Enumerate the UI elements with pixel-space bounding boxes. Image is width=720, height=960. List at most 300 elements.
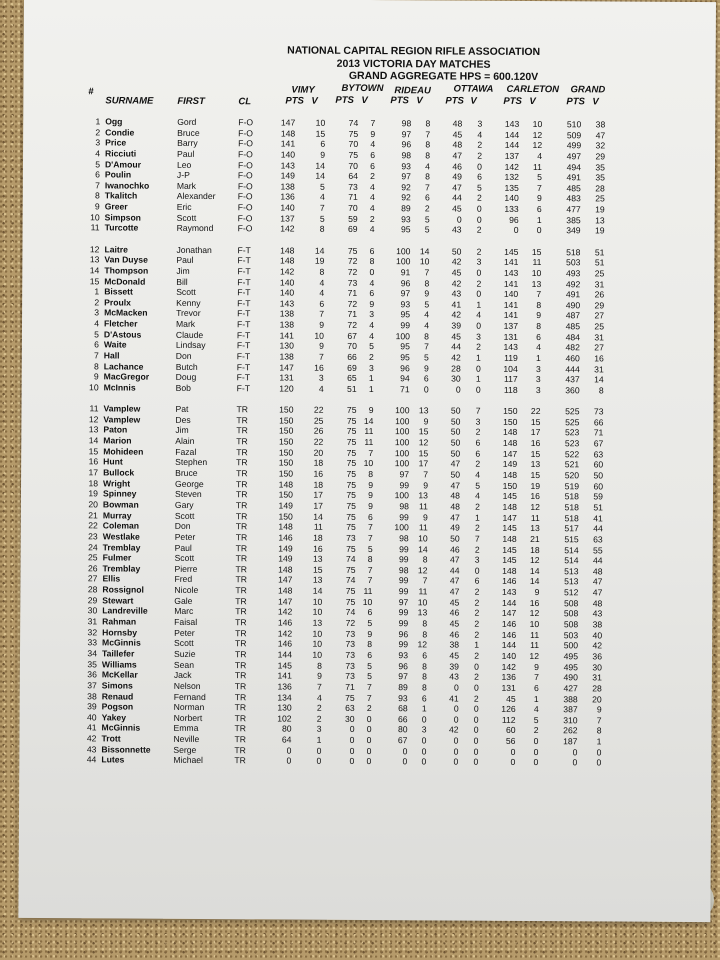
cell-ottawa-v: 4 xyxy=(476,310,482,321)
cell-bytown-pts: 75 xyxy=(347,245,358,256)
cell-rank: 14 xyxy=(88,435,99,446)
cell-bytown-v: 9 xyxy=(369,298,375,309)
cell-carleton-v: 14 xyxy=(529,565,540,576)
cell-rideau-pts: 100 xyxy=(396,245,411,256)
cell-bytown-v: 5 xyxy=(367,618,373,629)
cell-vimy-pts: 138 xyxy=(279,308,295,320)
cell-rideau-v: 5 xyxy=(424,299,430,310)
cell-carleton-pts: 145 xyxy=(502,554,517,566)
cell-class: TR xyxy=(234,659,247,670)
cell-first: Jonathan xyxy=(176,244,212,255)
cell-rideau-pts: 97 xyxy=(401,128,412,139)
cell-grand-v: 35 xyxy=(595,161,606,173)
cell-rank: 15 xyxy=(89,275,100,286)
cell-grand-pts: 514 xyxy=(564,555,579,566)
cell-bytown-pts: 75 xyxy=(346,490,357,501)
cell-carleton-v: 11 xyxy=(530,512,540,523)
cell-grand-pts: 485 xyxy=(565,321,581,332)
cell-class: F-T xyxy=(237,244,251,255)
cell-bytown-v: 7 xyxy=(366,692,372,703)
cell-vimy-v: 22 xyxy=(313,404,324,415)
cell-rideau-pts: 98 xyxy=(401,150,412,161)
cell-vimy-pts: 149 xyxy=(280,170,295,181)
cell-grand-v: 27 xyxy=(594,342,604,353)
cell-vimy-v: 8 xyxy=(319,266,325,277)
cell-carleton-v: 7 xyxy=(536,289,542,300)
cell-class: F-T xyxy=(236,361,251,372)
cell-bytown-v: 0 xyxy=(366,724,372,735)
cell-first: Mark xyxy=(175,318,196,330)
cell-class: F-T xyxy=(236,329,251,341)
cell-surname: D'Amour xyxy=(104,158,141,170)
cell-grand-v: 47 xyxy=(592,576,603,587)
cell-grand-pts: 518 xyxy=(564,502,579,513)
cell-bytown-pts: 63 xyxy=(345,703,355,714)
cell-rideau-v: 5 xyxy=(424,224,430,235)
cell-ottawa-v: 7 xyxy=(474,533,480,544)
cell-carleton-pts: 144 xyxy=(501,640,517,651)
cell-grand-pts: 508 xyxy=(563,597,579,609)
cell-surname: D'Astous xyxy=(103,329,142,340)
cell-ottawa-v: 1 xyxy=(474,639,480,650)
cell-class: F-T xyxy=(236,340,251,351)
cell-class: F-T xyxy=(236,351,251,362)
cell-grand-pts: 482 xyxy=(565,342,580,353)
results-table xyxy=(19,116,715,769)
cell-class: TR xyxy=(235,574,247,585)
first-header: FIRST xyxy=(177,95,205,107)
cell-rideau-pts: 100 xyxy=(394,458,410,469)
cell-carleton-v: 7 xyxy=(537,182,542,193)
cell-vimy-v: 17 xyxy=(313,489,324,501)
cell-class: TR xyxy=(236,436,248,447)
cell-vimy-pts: 102 xyxy=(277,713,292,724)
cell-rideau-v: 12 xyxy=(417,565,428,576)
cell-ottawa-v: 2 xyxy=(474,522,480,533)
cell-grand-v: 8 xyxy=(596,725,602,736)
cell-rank: 7 xyxy=(95,180,100,191)
cell-rideau-v: 4 xyxy=(425,160,431,171)
cell-rideau-pts: 99 xyxy=(398,607,409,618)
cell-grand-v: 48 xyxy=(592,598,603,609)
cell-surname: McInnis xyxy=(103,382,136,393)
cell-carleton-v: 12 xyxy=(532,129,543,140)
cell-vimy-v: 4 xyxy=(318,383,324,394)
cell-carleton-pts: 0 xyxy=(510,757,516,768)
cell-bytown-v: 11 xyxy=(364,437,374,448)
cell-vimy-pts: 142 xyxy=(277,606,293,617)
cell-class: TR xyxy=(236,478,248,489)
cell-rideau-v: 8 xyxy=(422,660,427,671)
cell-bytown-pts: 73 xyxy=(346,532,356,543)
cell-rideau-pts: 96 xyxy=(398,628,409,639)
cell-vimy-v: 10 xyxy=(314,330,324,341)
cell-first: Alain xyxy=(175,435,195,447)
cell-grand-pts: 487 xyxy=(565,310,581,321)
cell-grand-v: 25 xyxy=(595,193,605,204)
cell-class: F-T xyxy=(237,298,251,309)
cell-bytown-v: 4 xyxy=(369,192,375,203)
cell-carleton-v: 15 xyxy=(530,416,541,427)
cell-bytown-pts: 65 xyxy=(347,373,357,384)
cell-rideau-pts: 92 xyxy=(401,182,411,193)
cell-rideau-v: 9 xyxy=(424,288,430,299)
cell-ottawa-v: 3 xyxy=(476,256,482,267)
cell-vimy-v: 9 xyxy=(319,319,325,330)
cell-carleton-v: 13 xyxy=(530,523,540,534)
cell-rideau-pts: 100 xyxy=(394,490,410,501)
cell-vimy-pts: 143 xyxy=(280,160,296,171)
cell-first: Norman xyxy=(173,701,205,713)
cell-first: Doug xyxy=(175,372,197,383)
cell-ottawa-v: 2 xyxy=(475,459,481,470)
cell-bytown-v: 10 xyxy=(362,596,373,607)
cell-ottawa-pts: 43 xyxy=(449,671,459,682)
cell-ottawa-v: 1 xyxy=(476,299,482,310)
cell-grand-v: 48 xyxy=(592,566,603,577)
cell-carleton-v: 6 xyxy=(536,204,542,215)
cell-ottawa-v: 3 xyxy=(477,118,483,129)
cell-rideau-pts: 97 xyxy=(398,596,409,607)
cell-ottawa-v: 0 xyxy=(473,735,479,746)
cell-class: TR xyxy=(235,606,247,617)
cell-bytown-pts: 75 xyxy=(346,543,356,554)
cell-ottawa-pts: 47 xyxy=(450,458,461,469)
cell-ottawa-pts: 0 xyxy=(453,746,459,757)
cell-ottawa-v: 0 xyxy=(473,714,479,725)
cell-vimy-pts: 150 xyxy=(278,436,294,447)
cell-bytown-pts: 71 xyxy=(347,309,358,320)
cell-vimy-v: 13 xyxy=(312,575,323,586)
cell-carleton-v: 15 xyxy=(530,448,541,459)
cell-ottawa-v: 2 xyxy=(476,246,482,257)
cell-ottawa-v: 5 xyxy=(477,182,482,193)
cell-grand-v: 35 xyxy=(595,172,605,183)
cell-class: F-T xyxy=(237,276,251,287)
cell-bytown-pts: 0 xyxy=(349,734,355,745)
cell-surname: Renaud xyxy=(101,690,134,702)
cell-class: TR xyxy=(234,723,247,734)
cell-ottawa-v: 2 xyxy=(477,139,483,150)
cell-carleton-pts: 146 xyxy=(501,618,517,629)
cell-vimy-v: 18 xyxy=(313,458,324,469)
cell-rideau-pts: 80 xyxy=(397,724,408,735)
cell-first: Neville xyxy=(173,733,200,745)
cell-ottawa-v: 7 xyxy=(475,405,481,416)
cell-carleton-v: 12 xyxy=(529,608,540,619)
cell-vimy-v: 1 xyxy=(316,734,322,745)
cell-bytown-pts: 75 xyxy=(346,405,357,416)
cell-ottawa-pts: 45 xyxy=(451,267,462,278)
cell-bytown-v: 9 xyxy=(368,500,373,511)
cell-surname: Bowman xyxy=(102,499,139,510)
cell-grand-v: 55 xyxy=(593,544,603,555)
cell-grand-pts: 310 xyxy=(563,714,578,726)
cell-grand-v: 26 xyxy=(594,289,605,300)
cell-ottawa-v: 2 xyxy=(476,278,482,289)
cell-grand-v: 31 xyxy=(594,332,604,343)
cell-rank: 4 xyxy=(94,318,100,329)
cell-ottawa-pts: 48 xyxy=(450,501,460,512)
cell-ottawa-pts: 50 xyxy=(450,533,460,544)
cell-bytown-pts: 75 xyxy=(348,128,359,139)
cell-class: TR xyxy=(235,617,247,628)
rideau-header: RIDEAU xyxy=(394,85,431,97)
cell-ottawa-pts: 47 xyxy=(450,480,461,491)
cell-ottawa-pts: 45 xyxy=(452,129,463,140)
cell-rank: 14 xyxy=(89,265,100,276)
cell-rank: 36 xyxy=(87,669,97,680)
cell-rideau-v: 11 xyxy=(418,522,428,533)
cell-carleton-v: 11 xyxy=(530,629,540,640)
cell-vimy-pts: 150 xyxy=(278,489,294,500)
cell-bytown-v: 5 xyxy=(369,341,374,352)
cell-vimy-pts: 150 xyxy=(278,447,294,458)
cell-rideau-v: 11 xyxy=(418,586,428,597)
cell-bytown-v: 8 xyxy=(367,554,373,565)
cell-grand-v: 67 xyxy=(593,438,604,449)
cell-rideau-v: 13 xyxy=(418,405,429,416)
cell-bytown-v: 0 xyxy=(366,756,372,767)
cell-ottawa-v: 3 xyxy=(476,331,481,342)
cell-first: Bill xyxy=(176,276,188,287)
cell-carleton-v: 1 xyxy=(536,353,541,364)
cell-class: TR xyxy=(234,691,247,702)
cell-rideau-pts: 99 xyxy=(398,586,409,597)
cell-bytown-v: 14 xyxy=(363,415,374,426)
cell-grand-pts: 495 xyxy=(563,651,579,662)
cell-bytown-v: 2 xyxy=(366,703,372,714)
cell-bytown-v: 5 xyxy=(367,671,372,682)
cell-surname: Thompson xyxy=(104,265,149,276)
cell-grand-pts: 514 xyxy=(564,544,579,555)
vimy-header: VIMY xyxy=(291,84,315,96)
cell-rank: 29 xyxy=(87,595,98,606)
cell-grand-pts: 493 xyxy=(565,268,581,279)
cell-vimy-pts: 138 xyxy=(280,181,295,192)
cell-rideau-pts: 93 xyxy=(401,213,411,225)
cell-vimy-v: 15 xyxy=(315,128,326,139)
cell-grand-pts: 513 xyxy=(564,576,579,587)
cell-surname: McGinnis xyxy=(102,637,141,648)
cell-rank: 32 xyxy=(87,626,98,638)
cell-surname: Simpson xyxy=(104,212,141,223)
cell-rank: 8 xyxy=(93,361,99,372)
rank-header: # xyxy=(88,86,94,98)
cell-vimy-pts: 137 xyxy=(280,213,295,224)
cell-class: TR xyxy=(236,404,248,415)
cell-vimy-v: 0 xyxy=(316,756,322,767)
cell-bytown-v: 2 xyxy=(369,213,375,224)
cell-ottawa-pts: 47 xyxy=(449,586,460,597)
cell-surname: Wright xyxy=(103,478,131,489)
cell-surname: Paton xyxy=(103,424,128,436)
cell-grand-pts: 518 xyxy=(566,246,581,257)
cell-carleton-v: 13 xyxy=(531,278,542,289)
cell-grand-pts: 491 xyxy=(565,289,581,300)
cell-rideau-pts: 94 xyxy=(400,373,410,384)
cell-vimy-v: 19 xyxy=(314,255,325,267)
cell-rideau-v: 15 xyxy=(418,448,429,459)
cell-ottawa-v: 6 xyxy=(477,171,482,182)
cell-bytown-pts: 73 xyxy=(345,639,356,650)
cell-bytown-pts: 74 xyxy=(345,575,356,586)
cell-rideau-v: 6 xyxy=(423,373,429,384)
cell-first: Serge xyxy=(173,744,197,755)
cell-grand-pts: 518 xyxy=(564,491,580,502)
cell-carleton-pts: 131 xyxy=(503,331,518,342)
cell-first: Marc xyxy=(174,606,194,617)
cell-grand-pts: 437 xyxy=(565,374,580,385)
cell-surname: Spinney xyxy=(102,488,137,499)
cell-bytown-pts: 59 xyxy=(348,213,358,224)
cell-vimy-v: 4 xyxy=(319,277,325,288)
cell-grand-pts: 517 xyxy=(564,523,579,534)
cell-rideau-pts: 0 xyxy=(402,756,408,767)
class-header: CL xyxy=(238,96,252,108)
cell-grand-v: 27 xyxy=(594,310,605,321)
cell-bytown-v: 11 xyxy=(364,426,374,437)
cell-rank: 13 xyxy=(89,254,100,265)
cell-class: TR xyxy=(235,638,247,649)
cell-class: TR xyxy=(235,532,248,543)
cell-first: Lindsay xyxy=(175,340,206,351)
cell-surname: Tkalitch xyxy=(104,190,138,202)
cell-ottawa-v: 0 xyxy=(473,756,479,768)
cell-carleton-pts: 133 xyxy=(504,203,519,215)
cell-ottawa-v: 0 xyxy=(475,363,481,374)
cell-ottawa-v: 4 xyxy=(475,469,481,480)
cell-rideau-pts: 68 xyxy=(398,703,408,714)
cell-rideau-v: 8 xyxy=(425,171,430,182)
cell-grand-v: 47 xyxy=(595,130,606,141)
cell-bytown-v: 5 xyxy=(367,660,372,671)
cell-rank: 26 xyxy=(87,563,98,574)
cell-bytown-pts: 75 xyxy=(346,511,356,522)
cell-carleton-pts: 142 xyxy=(504,161,520,172)
cell-bytown-v: 8 xyxy=(369,256,375,267)
cell-ottawa-pts: 42 xyxy=(451,278,462,289)
cell-vimy-pts: 142 xyxy=(280,223,295,234)
cell-vimy-pts: 144 xyxy=(277,649,293,660)
cell-first: Don xyxy=(174,521,191,532)
cell-vimy-pts: 146 xyxy=(278,532,293,543)
cell-ottawa-v: 2 xyxy=(476,193,482,204)
cell-carleton-pts: 147 xyxy=(502,512,517,523)
cell-carleton-pts: 132 xyxy=(504,172,519,183)
cell-vimy-v: 10 xyxy=(312,638,323,650)
cell-carleton-v: 6 xyxy=(536,331,541,342)
cell-bytown-pts: 70 xyxy=(348,139,359,150)
cell-grand-pts: 520 xyxy=(564,470,580,481)
cell-vimy-v: 6 xyxy=(319,298,325,309)
vimy-v-header: V xyxy=(311,95,318,107)
cell-rideau-pts: 99 xyxy=(400,320,411,331)
cell-rideau-v: 7 xyxy=(424,341,429,352)
cell-rank: 24 xyxy=(88,541,98,552)
cell-first: Paul xyxy=(177,148,195,159)
cell-grand-pts: 522 xyxy=(564,448,580,460)
cell-rideau-v: 12 xyxy=(418,437,429,448)
cell-rideau-v: 8 xyxy=(425,150,431,161)
cell-ottawa-pts: 43 xyxy=(451,288,462,299)
cell-grand-pts: 444 xyxy=(565,363,580,374)
cell-ottawa-pts: 45 xyxy=(449,650,460,661)
cell-vimy-pts: 148 xyxy=(280,245,295,256)
cell-vimy-pts: 130 xyxy=(277,702,292,713)
cell-first: Fazal xyxy=(175,446,197,457)
cell-bytown-pts: 75 xyxy=(346,436,357,448)
cell-surname: Ogg xyxy=(105,116,123,127)
cell-carleton-v: 9 xyxy=(536,310,542,321)
cell-rank: 9 xyxy=(93,371,99,382)
cell-ottawa-v: 4 xyxy=(477,129,483,140)
cell-bytown-v: 6 xyxy=(370,149,376,160)
cell-grand-pts: 385 xyxy=(566,214,581,226)
cell-class: F-O xyxy=(238,117,254,128)
cell-rank: 39 xyxy=(87,701,97,712)
cell-grand-pts: 508 xyxy=(563,619,579,630)
cell-carleton-pts: 143 xyxy=(503,342,518,353)
cell-rideau-pts: 99 xyxy=(399,511,409,522)
cell-vimy-pts: 134 xyxy=(277,691,292,703)
cell-bytown-pts: 75 xyxy=(345,596,356,607)
cell-rideau-v: 8 xyxy=(422,554,428,565)
cell-vimy-pts: 80 xyxy=(281,723,292,734)
cell-class: F-T xyxy=(236,383,251,394)
cell-carleton-v: 1 xyxy=(536,214,542,225)
cell-bytown-v: 7 xyxy=(367,575,373,586)
cell-carleton-v: 4 xyxy=(537,150,543,161)
cell-first: Scott xyxy=(174,510,195,521)
cell-grand-v: 51 xyxy=(593,502,603,513)
cell-class: TR xyxy=(236,425,248,436)
cell-first: Michael xyxy=(173,755,204,766)
cell-rideau-pts: 97 xyxy=(400,288,411,299)
cell-vimy-pts: 141 xyxy=(279,330,294,341)
cell-rideau-pts: 100 xyxy=(394,426,410,437)
cell-bytown-pts: 73 xyxy=(345,628,356,639)
cell-vimy-v: 14 xyxy=(314,245,325,256)
cell-bytown-pts: 74 xyxy=(345,554,356,565)
cell-class: F-O xyxy=(237,223,253,234)
cell-carleton-pts: 141 xyxy=(503,310,519,321)
cell-ottawa-pts: 46 xyxy=(449,607,460,618)
cell-rank: 10 xyxy=(90,212,100,223)
cell-rank: 8 xyxy=(94,190,100,201)
cell-bytown-pts: 69 xyxy=(347,362,357,373)
cell-vimy-v: 7 xyxy=(319,351,324,362)
cell-ottawa-v: 0 xyxy=(474,565,480,576)
cell-vimy-v: 2 xyxy=(316,713,322,724)
cell-first: Gary xyxy=(174,499,194,510)
cell-first: Bob xyxy=(175,382,191,393)
cell-grand-pts: 525 xyxy=(565,417,580,428)
cell-ottawa-v: 5 xyxy=(475,480,481,491)
cell-carleton-pts: 147 xyxy=(502,448,518,459)
cell-rank: 15 xyxy=(88,446,99,457)
cell-rideau-v: 0 xyxy=(421,714,427,725)
cell-ottawa-pts: 0 xyxy=(453,703,459,714)
cell-surname: Tremblay xyxy=(102,563,141,574)
cell-rank: 37 xyxy=(87,680,97,691)
cell-vimy-v: 5 xyxy=(319,213,325,224)
cell-grand-pts: 513 xyxy=(564,566,579,577)
cell-class: TR xyxy=(235,489,248,500)
cell-class: F-T xyxy=(237,255,251,266)
cell-vimy-v: 10 xyxy=(312,628,323,639)
cell-carleton-v: 0 xyxy=(536,225,542,236)
